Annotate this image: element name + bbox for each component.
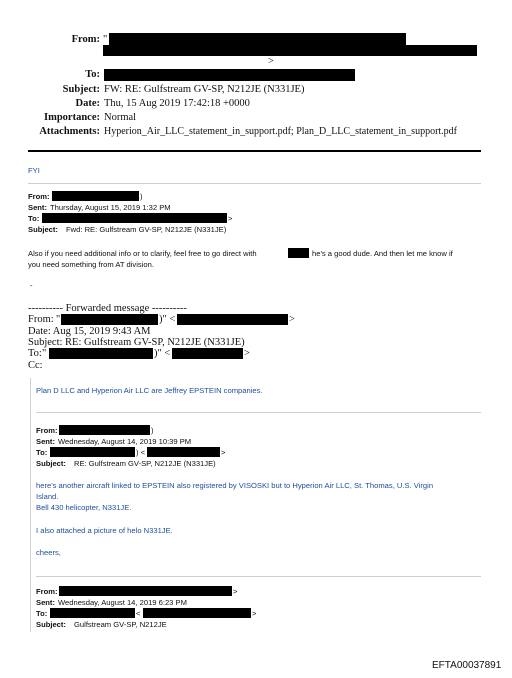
header-divider [28,150,481,152]
redaction [109,33,406,45]
section-divider [28,183,481,184]
msg3-to-a: < [136,609,141,618]
attachments-label: Attachments: [39,126,100,137]
fwd-from-c: > [289,314,295,325]
quote-bar [30,378,31,632]
redaction [52,191,139,201]
importance-value: Normal [104,112,137,123]
redaction [104,69,355,81]
msg2-from-close: ) [151,426,154,435]
section-divider [36,576,481,577]
redaction [103,45,477,56]
fwd-to-label: To: [28,348,42,359]
msg2-body-line2: Island. [36,492,59,501]
msg1-subject-value: Fwd: RE: Gulfstream GV-SP, N212JE (N331JE) [66,225,227,234]
msg2-sent-label: Sent: [36,437,55,446]
msg3-sent-label: Sent: [36,598,55,607]
fwd-from-a: " [56,314,61,325]
redaction [172,348,243,359]
msg1-to-close: > [228,214,233,223]
msg1-body-line1a: Also if you need additional info or to clarify, feel free to go direct with [28,249,257,258]
msg2-body-line4: I also attached a picture of helo N331JE. [36,526,173,535]
msg2-to-close: > [221,448,226,457]
redaction [59,586,232,596]
date-label: Date: [75,98,100,109]
msg2-body-line5: cheers, [36,548,61,557]
document-id: EFTA00037891 [432,660,502,671]
fwd-note: Plan D LLC and Hyperion Air LLC are Jeffrey EPSTEIN companies. [36,386,263,395]
msg2-sent-value: Wednesday, August 14, 2019 10:39 PM [58,437,192,446]
msg3-subject-label: Subject: [36,620,66,629]
msg2-to-a: ) < [136,448,146,457]
msg1-subject-label: Subject: [28,225,58,234]
redaction [288,248,309,258]
redaction [50,447,135,457]
redaction [61,314,158,325]
msg1-to-label: To: [28,214,40,223]
fwd-subject: Subject: RE: Gulfstream GV-SP, N212JE (N331JE) [28,337,245,348]
fwd-from-label: From: [28,314,54,325]
redaction [177,314,288,325]
msg3-to-close: > [252,609,257,618]
date-value: Thu, 15 Aug 2019 17:42:18 +0000 [104,98,250,109]
intro-text: FYI [28,166,40,175]
msg1-body-line1b: he's a good dude. And then let me know if [312,249,453,258]
forwarded-divider: ---------- Forwarded message ---------- [28,303,187,314]
msg3-subject-value: Gulfstream GV-SP, N212JE [74,620,167,629]
msg2-subject-value: RE: Gulfstream GV-SP, N212JE (N331JE) [74,459,216,468]
msg1-sent-label: Sent: [28,203,47,212]
msg3-to-label: To: [36,609,48,618]
attachments-value: Hyperion_Air_LLC_statement_in_support.pdf; Plan_D_LLC_statement_in_support.pdf [104,126,458,137]
msg3-from-label: From: [36,587,58,596]
redaction [147,447,220,457]
subject-value: FW: RE: Gulfstream GV-SP, N212JE (N331JE) [104,84,305,95]
importance-label: Importance: [44,112,100,123]
section-divider [36,412,481,413]
from-close: > [268,56,274,67]
redaction [42,213,227,223]
msg3-from-close: > [233,587,238,596]
from-label: From: [71,34,100,45]
msg1-sent-value: Thursday, August 15, 2019 1:32 PM [50,203,171,212]
to-label: To: [85,69,100,80]
fwd-cc: Cc: [28,360,43,371]
msg1-dash: - [30,281,33,290]
from-quote: " [103,34,108,45]
msg1-from-close: ) [140,192,143,201]
msg2-subject-label: Subject: [36,459,66,468]
msg2-to-label: To: [36,448,48,457]
msg3-sent-value: Wednesday, August 14, 2019 6:23 PM [58,598,187,607]
redaction [59,425,150,435]
redaction [143,608,251,618]
fwd-to-b: )" < [154,348,171,359]
fwd-to-a: " [42,348,47,359]
msg2-body-line1: here's another aircraft linked to EPSTEIN also registered by VISOSKI but to Hyperion Air LLC, St. Thomas, U.S. Virgin [36,481,434,490]
msg1-body-line2: you need something from AT division. [28,260,154,269]
fwd-date: Date: Aug 15, 2019 9:43 AM [28,326,151,337]
msg1-from-label: From: [28,192,50,201]
fwd-to-c: > [244,348,250,359]
fwd-from-b: )" < [159,314,176,325]
subject-label: Subject: [62,84,100,95]
redaction [49,348,153,359]
msg2-from-label: From: [36,426,58,435]
msg2-body-line3: Bell 430 helicopter, N331JE. [36,503,132,512]
redaction [50,608,135,618]
